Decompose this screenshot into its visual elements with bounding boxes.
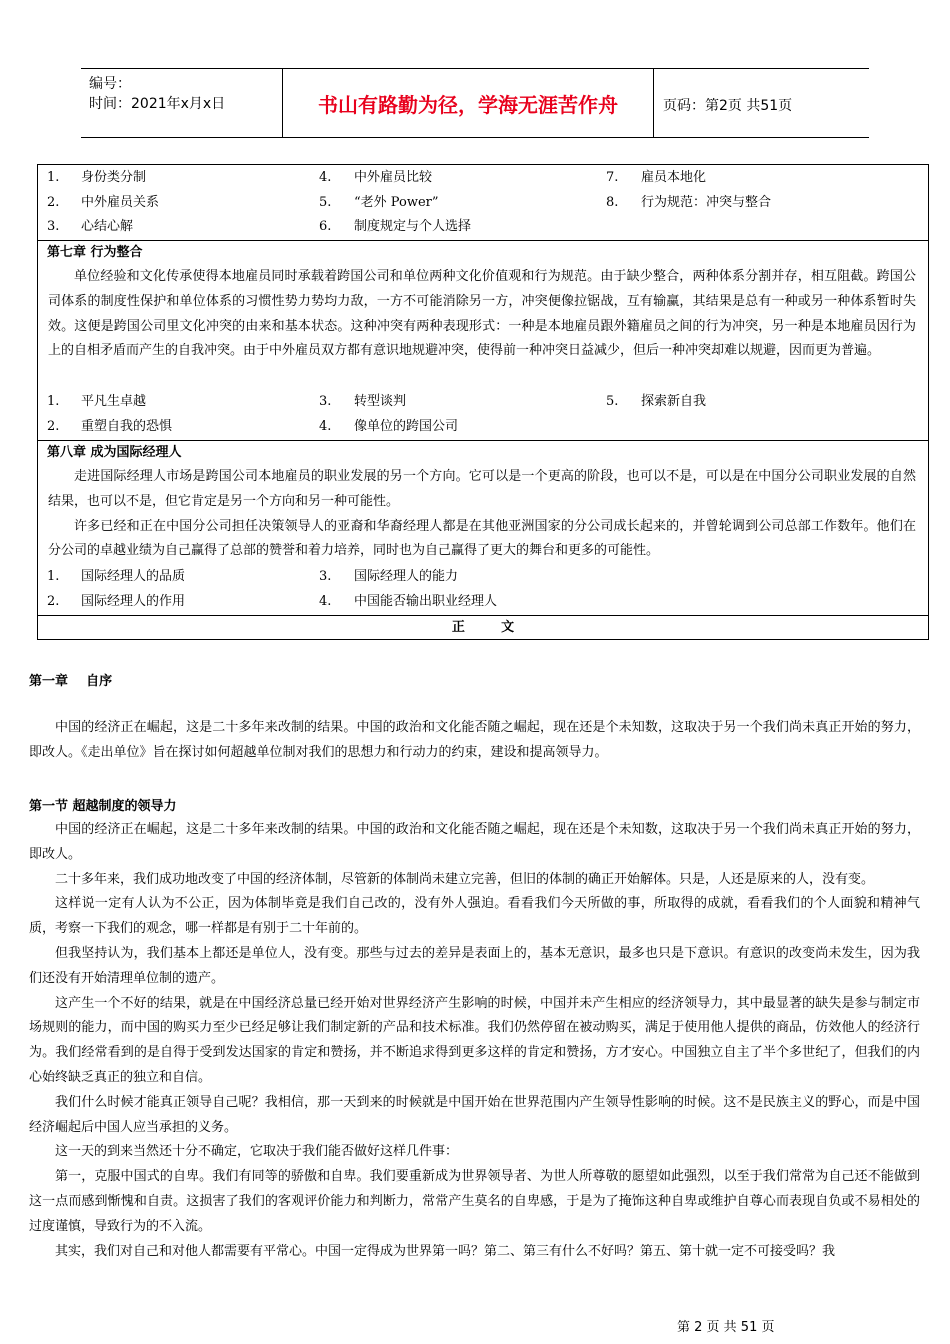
main-text-label: 正 文 bbox=[451, 620, 515, 635]
list-item-number: 5. bbox=[606, 394, 619, 409]
page-footer: 第 2 页 共 51 页 bbox=[677, 1320, 775, 1335]
list-item-number: 4. bbox=[319, 170, 332, 185]
list-item: 重塑自我的恐惧 bbox=[81, 419, 173, 434]
header-number-label: 编号： bbox=[89, 76, 131, 92]
section1-body bbox=[29, 818, 920, 1264]
header-motto: 书山有路勤为径，学海无涯苦作舟 bbox=[283, 69, 654, 137]
list-item-number: 1. bbox=[47, 170, 60, 185]
list-item: 国际经理人的作用 bbox=[81, 594, 186, 609]
list-item: 国际经理人的品质 bbox=[81, 569, 186, 584]
body-paragraph: 这产生一个不好的结果，就是在中国经济总量已经开始对世界经济产生影响的时候，中国并未产生相应的经济领导力，其中最显著的缺失是参与制定市场规则的能力，而中国的购买力至少已经足够让我们制定新的产品和技术标准。我们仍然停留在被动购买，满足于使用他人提供的商品，仿效他人的经济行为。我们经常看到的是自得于受到发达国家的肯定和赞扬，并不断追求得到更多这样的肯定和赞扬，方才安心。中国独立自主了半个多世纪了，但我们的内心始终缺乏真正的独立和自信。 bbox=[29, 995, 920, 1085]
body-paragraph: 这一天的到来当然还十分不确定，它取决于我们能否做好这样几件事： bbox=[55, 1144, 459, 1160]
list-item: 中外雇员比较 bbox=[354, 170, 433, 185]
list-item: 雇员本地化 bbox=[641, 170, 707, 185]
list-item: 转型谈判 bbox=[354, 394, 407, 409]
list-item-number: 3. bbox=[319, 394, 332, 409]
list-item: 探索新自我 bbox=[641, 394, 707, 409]
list-item-number: 5. bbox=[319, 195, 332, 210]
outline-table bbox=[37, 164, 929, 640]
list-item: “老外 Power” bbox=[354, 195, 439, 210]
chapter7-paragraph: 单位经验和文化传承使得本地雇员同时承载着跨国公司和单位两种文化价值观和行为规范。由于缺少整合，两种体系分割并存，相互阻截。跨国公司体系的制度性保护和单位体系的习惯性势力势均力敌，一方不可能消除另一方，冲突便像拉锯战，互有输赢，其结果是总有一种或另一种体系暂时失效。这便是跨国公司里文化冲突的由来和基本状态。这种冲突有两种表现形式：一种是本地雇员跟外籍雇员之间的行为冲突，另一种是本地雇员因行为上的自相矛盾而产生的自我冲突。由于中外雇员双方都有意识地规避冲突，使得前一种冲突日益减少，但后一种冲突却难以规避，因而更为普遍。 bbox=[48, 269, 916, 359]
list-item-number: 2. bbox=[47, 419, 60, 434]
body-paragraph: 但我坚持认为，我们基本上都还是单位人，没有变。那些与过去的差异是表面上的，基本无意识，最多也只是下意识。有意识的改变尚未发生，因为我们还没有开始清理单位制的遗产。 bbox=[29, 945, 920, 986]
list-item: 国际经理人的能力 bbox=[354, 569, 459, 584]
header-page-info: 页码：第2页 共51页 bbox=[663, 98, 793, 114]
list-item-number: 4. bbox=[319, 594, 332, 609]
list-item-number: 7. bbox=[606, 170, 619, 185]
chapter8-title: 第八章 成为国际经理人 bbox=[47, 445, 182, 460]
chapter1-title: 第一章 自序 bbox=[29, 674, 113, 689]
section1-title: 第一节 超越制度的领导力 bbox=[29, 799, 177, 814]
chapter7-summary bbox=[48, 265, 916, 364]
body-paragraph: 这样说一定有人认为不公正，因为体制毕竟是我们自己改的，没有外人强迫。看看我们今天所做的事，所取得的成就，看看我们的个人面貌和精神气质，考察一下我们的观念，哪一样都是有别于二十年前的。 bbox=[29, 896, 920, 937]
page-header bbox=[81, 68, 869, 138]
body-paragraph: 中国的经济正在崛起，这是二十多年来改制的结果。中国的政治和文化能否随之崛起，现在还是个未知数，这取决于另一个我们尚未真正开始的努力，即改人。 bbox=[29, 822, 920, 862]
body-paragraph: 其实，我们对自己和对他人都需要有平常心。中国一定得成为世界第一吗？第二、第三有什么不好吗？第五、第十就一定不可接受吗？我 bbox=[55, 1243, 836, 1259]
list-item-number: 6. bbox=[319, 219, 332, 234]
intro-paragraph: 中国的经济正在崛起，这是二十多年来改制的结果。中国的政治和文化能否随之崛起，现在还是个未知数，这取决于另一个我们尚未真正开始的努力，即改人。《走出单位》旨在探讨如何超越单位制对我们的思想力和行动力的约束，建设和提高领导力。 bbox=[29, 720, 920, 760]
header-info-cell bbox=[81, 69, 283, 137]
chapter8-summary bbox=[48, 465, 916, 564]
chapter8-paragraph: 走进国际经理人市场是跨国公司本地雇员的职业发展的另一个方向。它可以是一个更高的阶段，也可以不是，可以是在中国分公司职业发展的自然结果，也可以不是，但它肯定是另一个方向和另一种可能性。 bbox=[48, 469, 916, 509]
list-item-number: 2. bbox=[47, 594, 60, 609]
list-item-number: 1. bbox=[47, 394, 60, 409]
divider bbox=[38, 240, 928, 241]
list-item: 行为规范：冲突与整合 bbox=[641, 195, 772, 210]
list-item: 中国能否输出职业经理人 bbox=[354, 594, 498, 609]
body-paragraph: 第一，克服中国式的自卑。我们有同等的骄傲和自卑。我们要重新成为世界领导者、为世人所尊敬的愿望如此强烈，以至于我们常常为自己还不能做到这一点而感到惭愧和自责。这损害了我们的客观评价能力和判断力，常常产生莫名的自卑感，于是为了掩饰这种自卑或维护自尊心而表现自负或不易相处的过度谨慎，导致行为的不入流。 bbox=[29, 1169, 920, 1234]
chapter7-title: 第七章 行为整合 bbox=[47, 245, 143, 260]
list-item: 身份类分制 bbox=[81, 170, 147, 185]
list-item-number: 3. bbox=[47, 219, 60, 234]
list-item-number: 3. bbox=[319, 569, 332, 584]
list-item: 制度规定与个人选择 bbox=[354, 219, 472, 234]
chapter8-paragraph: 许多已经和正在中国分公司担任决策领导人的亚裔和华裔经理人都是在其他亚洲国家的分公司成长起来的，并曾轮调到公司总部工作数年。他们在分公司的卓越业绩为自己赢得了总部的赞誉和着力培养，同时也为自己赢得了更大的舞台和更多的可能性。 bbox=[48, 518, 916, 559]
list-item: 平凡生卓越 bbox=[81, 394, 147, 409]
list-item-number: 1. bbox=[47, 569, 60, 584]
list-item: 中外雇员关系 bbox=[81, 195, 160, 210]
body-paragraph: 二十多年来，我们成功地改变了中国的经济体制，尽管新的体制尚未建立完善，但旧的体制的确正开始解体。只是，人还是原来的人，没有变。 bbox=[55, 871, 875, 887]
list-item-number: 8. bbox=[606, 195, 619, 210]
body-paragraph: 我们什么时候才能真正领导自己呢？我相信，那一天到来的时候就是中国开始在世界范围内产生领导性影响的时候。这不是民族主义的野心，而是中国经济崛起后中国人应当承担的义务。 bbox=[29, 1094, 920, 1135]
chapter1-intro bbox=[29, 716, 920, 766]
header-time-label: 时间：2021年x月x日 bbox=[89, 96, 226, 112]
list-item: 像单位的跨国公司 bbox=[354, 419, 459, 434]
list-item: 心结心解 bbox=[81, 219, 134, 234]
list-item-number: 2. bbox=[47, 195, 60, 210]
list-item-number: 4. bbox=[319, 419, 332, 434]
